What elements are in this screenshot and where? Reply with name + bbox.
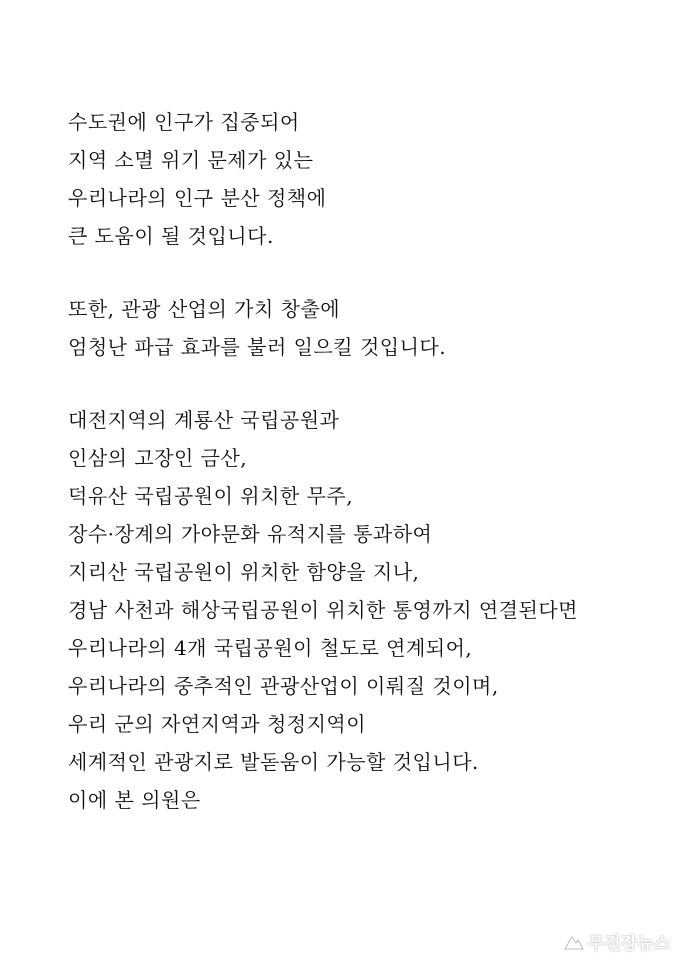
text-line: 세계적인 관광지로 발돋움이 가능할 것입니다. [68,750,479,774]
watermark [564,929,670,954]
text-line: 엄청난 파급 효과를 불러 일으킬 것입니다. [68,335,447,359]
text-line: 큰 도움이 될 것입니다. [68,224,274,248]
paragraph-3 [68,410,648,810]
text-line: 경남 사천과 해상국립공원이 위치한 통영까지 연결된다면 [68,598,578,622]
paragraph-gap [68,264,648,299]
text-line: 대전지역의 계룡산 국립공원과 [68,408,340,432]
text-line: 인삼의 고장인 금산, [68,446,248,470]
text-line: 우리나라의 중추적인 관광산업이 이뤄질 것이며, [68,674,499,698]
text-line: 덕유산 국립공원이 위치한 무주, [68,484,354,508]
text-line: 우리나라의 4개 국립공원이 철도로 연계되어, [68,636,473,660]
text-line: 장수·장계의 가야문화 유적지를 통과하여 [68,522,433,546]
text-line: 지역 소멸 위기 문제가 있는 [68,148,314,172]
paragraph-gap [68,375,648,410]
text-line: 수도권에 인구가 집중되어 [68,110,300,134]
text-line: 지리산 국립공원이 위치한 함양을 지나, [68,560,420,584]
text-line: 또한, 관광 산업의 가치 창출에 [68,297,341,321]
paragraph-2 [68,299,648,357]
document-body [68,112,648,828]
watermark-text: 무진장뉴스 [587,934,670,954]
text-line: 우리 군의 자연지역과 청정지역이 [68,712,367,736]
paragraph-1 [68,112,648,246]
mountain-logo-icon [564,932,584,952]
text-line: 우리나라의 인구 분산 정책에 [68,186,327,210]
text-line: 이에 본 의원은 [68,788,201,812]
